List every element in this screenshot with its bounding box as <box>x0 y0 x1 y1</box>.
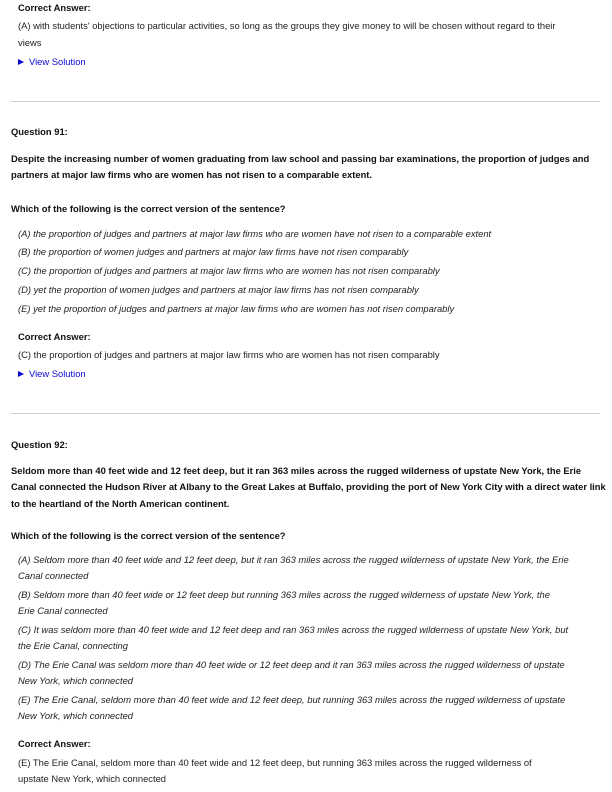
view-solution-label: View Solution <box>29 56 86 67</box>
question-91-stem-line-2: partners at major law firms who are women has not risen to a comparable extent. <box>11 169 373 180</box>
disclosure-triangle-icon <box>18 371 24 377</box>
correct-answer-line-2: views <box>18 37 42 48</box>
option-line-1: (D) The Erie Canal was seldom more than 40 feet wide or 12 feet deep and it ran 363 miles across the rugged wilderness of upstate <box>18 659 565 670</box>
question-92-stem-line-2: Canal connected the Hudson River at Albany to the Great Lakes at Buffalo, providing the port of New York City with a direct water link <box>11 481 606 492</box>
question-91-view-solution-link[interactable] <box>18 366 86 382</box>
question-92-correct-answer-line-1: (E) The Erie Canal, seldom more than 40 feet wide and 12 feet deep, but running 363 miles across the rugged wilderness of <box>18 757 532 768</box>
view-solution-label: View Solution <box>29 368 86 379</box>
question-92-stem-line-1: Seldom more than 40 feet wide and 12 feet deep, but it ran 363 miles across the rugged wilderness of upstate New York, the Erie <box>11 465 582 476</box>
question-92-option-e[interactable] <box>18 692 565 724</box>
question-91-option-e[interactable]: (E) yet the proportion of judges and partners at major law firms who are women has not risen comparably <box>18 303 455 314</box>
option-line-2: the Erie Canal, connecting <box>18 640 128 651</box>
option-line-1: (B) Seldom more than 40 feet wide or 12 feet deep but running 363 miles across the rugged wilderness of upstate New York, the <box>18 589 550 600</box>
option-line-2: New York, which connected <box>18 675 133 686</box>
question-91-option-c[interactable]: (C) the proportion of judges and partners at major law firms who are women has not risen comparably <box>18 265 440 276</box>
question-92-option-c[interactable] <box>18 622 568 654</box>
question-91-option-a[interactable]: (A) the proportion of judges and partners at major law firms who are women have not risen to a comparable extent <box>18 228 492 239</box>
question-91-stem-line-1: Despite the increasing number of women graduating from law school and passing bar examinations, the proportion of judges and <box>11 153 590 164</box>
option-line-1: (E) The Erie Canal, seldom more than 40 feet wide and 12 feet deep, but running 363 miles across the rugged wilderness of upstate <box>18 694 566 705</box>
question-91-correct-answer-label: Correct Answer: <box>18 331 91 342</box>
option-line-2: Canal connected <box>18 570 89 581</box>
option-line-1: (C) It was seldom more than 40 feet wide and 12 feet deep and ran 363 miles across the rugged wilderness of upstate New York, but <box>18 624 569 635</box>
question-92-prompt: Which of the following is the correct version of the sentence? <box>11 530 286 541</box>
question-92-correct-answer-label: Correct Answer: <box>18 738 91 749</box>
option-line-2: Erie Canal connected <box>18 605 108 616</box>
option-line-1: (A) Seldom more than 40 feet wide and 12 feet deep, but it ran 363 miles across the rugged wilderness of upstate New York, the Erie <box>18 554 569 565</box>
question-91-title: Question 91: <box>11 126 68 137</box>
question-92-correct-answer-line-2: upstate New York, which connected <box>18 773 167 784</box>
question-92-option-a[interactable] <box>18 552 569 584</box>
correct-answer-line-1: (A) with students' objections to particular activities, so long as the groups they give money to will be chosen without regard to their <box>18 20 556 31</box>
question-91-prompt: Which of the following is the correct version of the sentence? <box>11 203 286 214</box>
question-92-title: Question 92: <box>11 439 68 450</box>
correct-answer-label: Correct Answer: <box>18 2 91 13</box>
section-divider <box>11 101 600 102</box>
question-91-option-d[interactable]: (D) yet the proportion of women judges and partners at major law firms has not risen comparably <box>18 284 419 295</box>
disclosure-triangle-icon <box>18 59 24 65</box>
question-91-option-b[interactable]: (B) the proportion of women judges and partners at major law firms have not risen comparably <box>18 246 409 257</box>
question-92-option-b[interactable] <box>18 587 550 619</box>
question-92-option-d[interactable] <box>18 657 565 689</box>
option-line-2: New York, which connected <box>18 710 133 721</box>
section-divider <box>11 413 600 414</box>
view-solution-link[interactable] <box>18 54 86 70</box>
question-92-stem-line-3: to the heartland of the North American continent. <box>11 498 230 509</box>
question-91-correct-answer: (C) the proportion of judges and partners at major law firms who are women has not risen comparably <box>18 349 440 360</box>
